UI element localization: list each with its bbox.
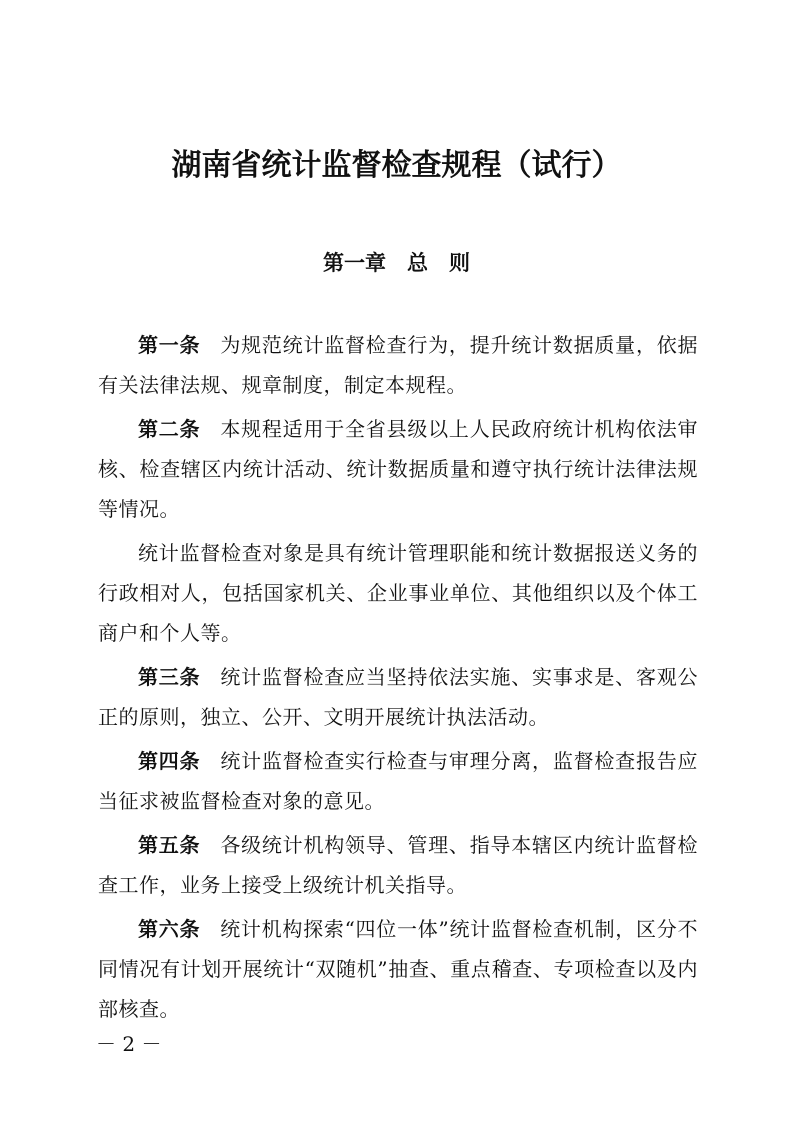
- page-number: － 2 －: [96, 1032, 162, 1056]
- article-paragraph: [98, 325, 698, 405]
- article-text: 本规程适用于全省县级以上人民政府统计机构依法审核、检查辖区内统计活动、统计数据质量和遵守执行统计法律法规等情况。: [98, 417, 699, 521]
- document-title: 湖南省统计监督检查规程（试行）: [171, 148, 622, 183]
- article-number: 第三条: [138, 665, 201, 689]
- article-text: 统计机构探索“四位一体”统计监督检查机制，区分不同情况有计划开展统计“双随机”抽查、重点稽查、专项检查以及内部核查。: [98, 917, 699, 1021]
- article-number: 第二条: [138, 417, 201, 441]
- article-number: 第一条: [138, 333, 201, 357]
- article-paragraph: [98, 741, 698, 821]
- article-paragraph: [98, 825, 698, 905]
- article-number: 第四条: [138, 749, 201, 773]
- article-paragraph: [98, 657, 698, 737]
- continuation-paragraph: [98, 533, 698, 653]
- document-body: [98, 325, 698, 1033]
- article-text: 统计监督检查实行检查与审理分离，监督检查报告应当征求被监督检查对象的意见。: [98, 749, 699, 813]
- article-number: 第六条: [138, 917, 201, 941]
- article-text: 统计监督检查应当坚持依法实施、实事求是、客观公正的原则，独立、公开、文明开展统计执法活动。: [98, 665, 699, 729]
- chapter-heading: 第一章 总 则: [323, 251, 470, 275]
- article-text: 统计监督检查对象是具有统计管理职能和统计数据报送义务的行政相对人，包括国家机关、企业事业单位、其他组织以及个体工商户和个人等。: [98, 541, 698, 645]
- article-text: 为规范统计监督检查行为，提升统计数据质量，依据有关法律法规、规章制度，制定本规程。: [98, 333, 699, 397]
- article-text: 各级统计机构领导、管理、指导本辖区内统计监督检查工作，业务上接受上级统计机关指导。: [98, 833, 699, 897]
- article-paragraph: [98, 409, 698, 529]
- article-paragraph: [98, 909, 698, 1029]
- article-number: 第五条: [138, 833, 201, 857]
